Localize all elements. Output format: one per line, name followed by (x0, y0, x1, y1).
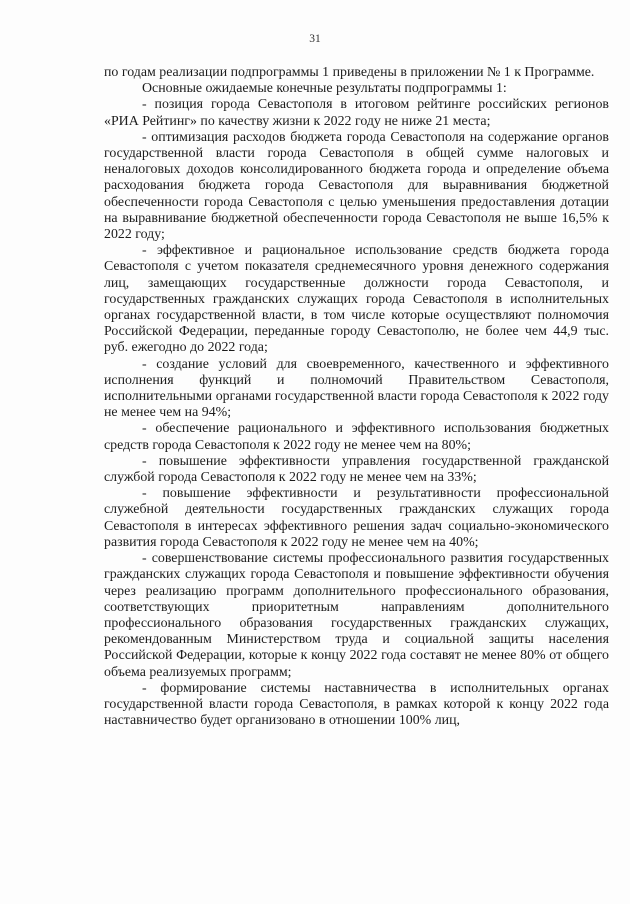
paragraph-result-budget-efficiency: - эффективное и рациональное использование средств бюджета города Севастополя с учетом показателя среднемесячного уровня денежного содержания лиц, замещающих государственные должности города Севастополя, и государственных гражданских служащих города Севастополя в исполнительных органах государственной власти, в том числе которые осуществляют полномочия Российской Федерации, переданные городу Севастополю, не более чем 44,9 тыс. руб. ежегодно до 2022 года; (104, 243, 609, 356)
paragraph-result-budget-optimization: - оптимизация расходов бюджета города Севастополя на содержание органов государственной власти города Севастополя в общей сумме налоговых и неналоговых доходов консолидированного бюджета города и определение объема расходования бюджета города Севастополя для выравнивания бюджетной обеспеченности города Севастополя с целью уменьшения предоставления дотации на выравнивание бюджетной обеспеченности города Севастополя не выше 16,5% к 2022 году; (104, 129, 609, 243)
paragraph-result-rational-use: - обеспечение рационального и эффективного использования бюджетных средств города Севастополя к 2022 году не менее чем на 80%; (104, 421, 609, 453)
paragraph-result-service-performance: - повышение эффективности и результативности профессиональной служебной деятельности государственных гражданских служащих города Севастополя в интересах эффективного решения задач социально-экономического развития города Севастополя к 2022 году не менее чем на 40%; (104, 486, 609, 550)
paragraph-result-professional-development: - совершенствование системы профессионального развития государственных гражданских служащих города Севастополя и повышение эффективности обучения через реализацию программ дополнительного профессионального образования, соответствующих приоритетным направлениям дополнительного профессионального образования государственных гражданских служащих, рекомендованным Министерством труда и социальной защиты населения Российской Федерации, которые к концу 2022 года составят не менее 80% от общего объема реализуемых программ; (104, 551, 609, 680)
page-number: 31 (309, 33, 321, 45)
paragraph-result-service-management: - повышение эффективности управления государственной гражданской службой города Севастополя к 2022 году не менее чем на 33%; (104, 453, 609, 486)
paragraph-result-ranking: - позиция города Севастополя в итоговом рейтинге российских регионов «РИА Рейтинг» по качеству жизни к 2022 году не ниже 21 места; (104, 97, 609, 129)
paragraph-results-heading: Основные ожидаемые конечные результаты подпрограммы 1: (142, 81, 507, 97)
body-text (104, 65, 609, 729)
paragraph-result-conditions: - создание условий для своевременного, качественного и эффективного исполнения функций и полномочий Правительством Севастополя, исполнительными органами государственной власти города Севастополя к 2022 году не менее чем на 94%; (104, 356, 609, 421)
paragraph-intro-continuation: по годам реализации подпрограммы 1 приведены в приложении № 1 к Программе. (104, 65, 595, 80)
paragraph-result-mentoring: - формирование системы наставничества в исполнительных органах государственной власти города Севастополя, в рамках которой к концу 2022 года наставничество будет организовано в отношении 100% лиц, (104, 680, 609, 729)
